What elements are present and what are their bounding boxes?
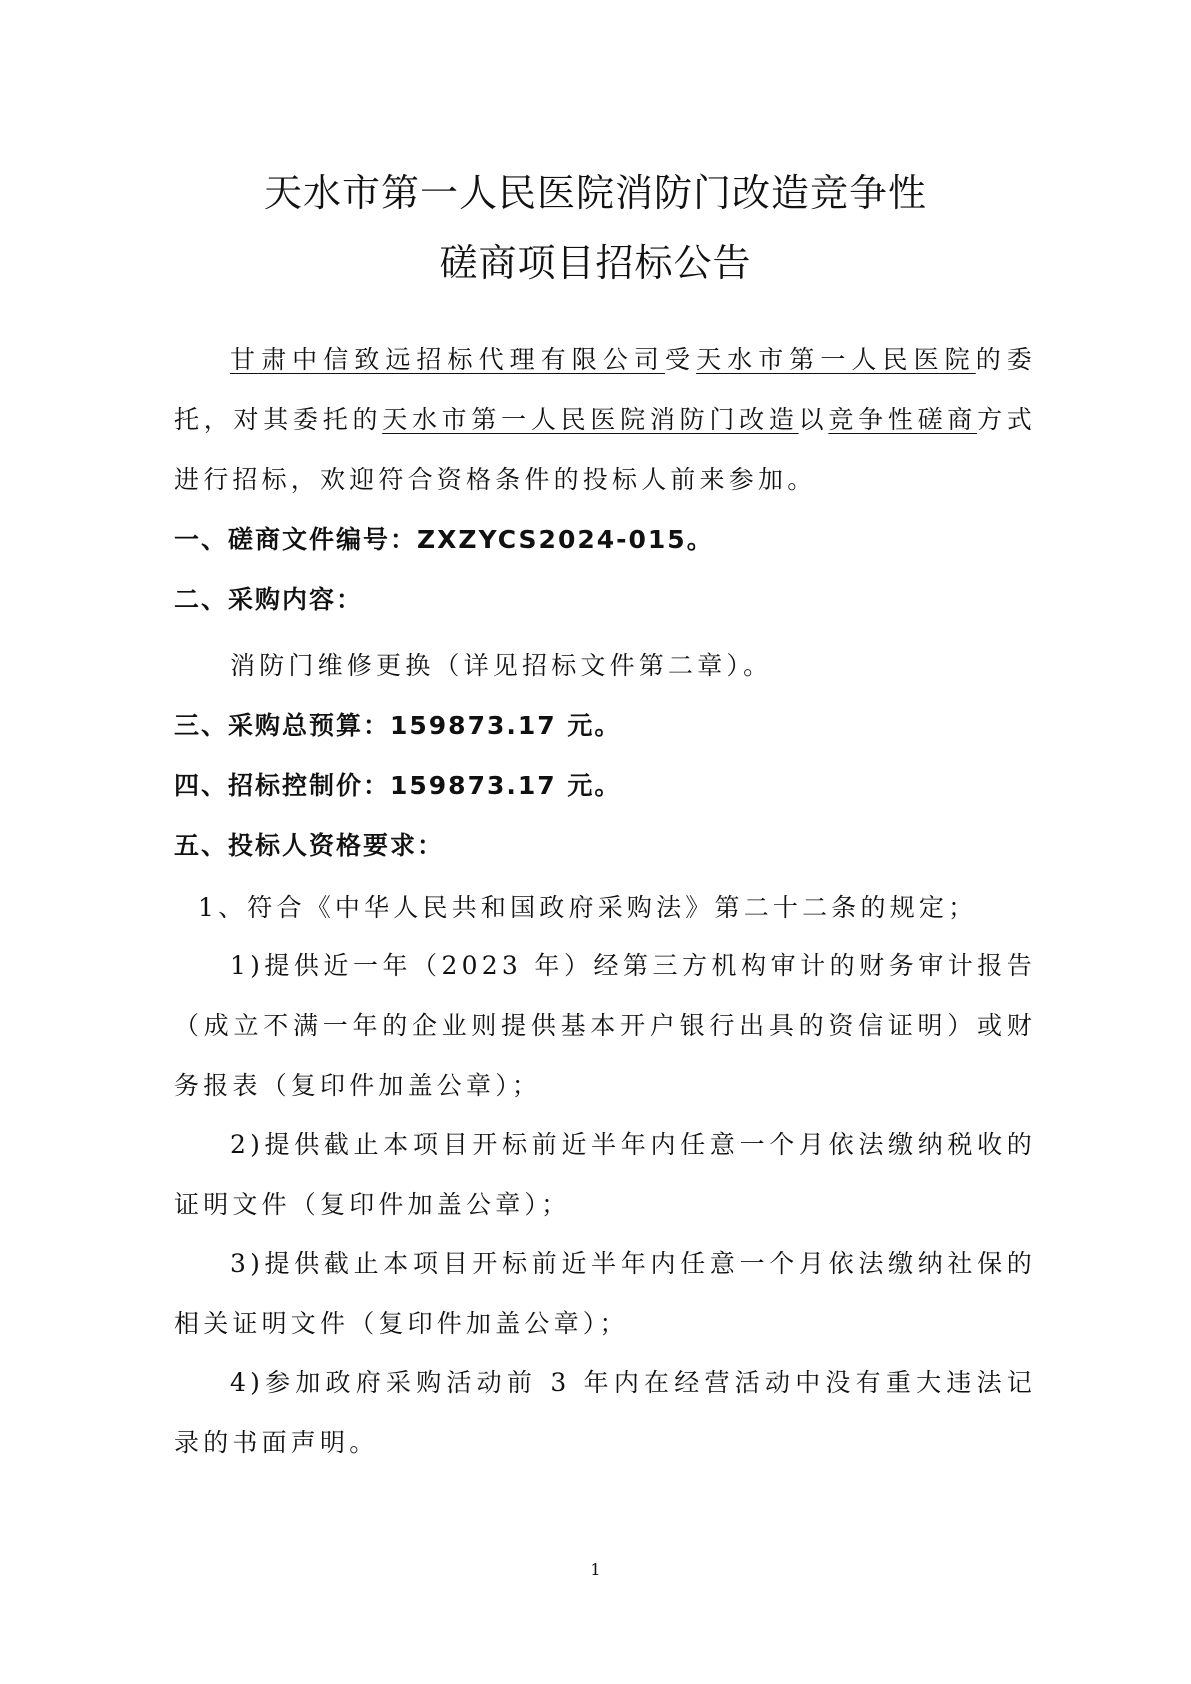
section-2-heading: 二、采购内容：: [174, 585, 364, 614]
intro-text-3: 以: [798, 405, 829, 434]
intro-paragraph: [174, 330, 1036, 510]
section-5-heading: 五、投标人资格要求：: [174, 831, 445, 860]
procurement-method: 竞争性磋商: [828, 405, 978, 434]
document-title-line-2: 磋商项目招标公告: [439, 241, 752, 285]
section-1-heading: 一、磋商文件编号：ZXZYCS2024-015。: [174, 525, 714, 554]
requirement-1-item-d: 4)参加政府采购活动前 3 年内在经营活动中没有重大违法记录的书面声明。: [174, 1368, 1036, 1457]
section-4-heading: 四、招标控制价：159873.17 元。: [174, 771, 622, 800]
requirement-1-item-b: 2)提供截止本项目开标前近半年内任意一个月依法缴纳税收的证明文件（复印件加盖公章）；: [174, 1130, 1036, 1219]
section-3-heading: 三、采购总预算：159873.17 元。: [174, 711, 622, 740]
project-name: 天水市第一人民医院消防门改造: [382, 405, 799, 434]
client-name: 天水市第一人民医院: [696, 345, 976, 374]
intro-text-4: 方式进行招标，欢迎符合资格条件的投标人前来参加。: [174, 405, 1037, 494]
intro-text-1: 受: [665, 345, 697, 374]
requirement-1-item-c: 3)提供截止本项目开标前近半年内任意一个月依法缴纳社保的相关证明文件（复印件加盖公章）；: [174, 1249, 1036, 1338]
section-2-body: 消防门维修更换（详见招标文件第二章）。: [230, 651, 773, 680]
requirement-1-item-a: 1)提供近一年（2023 年）经第三方机构审计的财务审计报告（成立不满一年的企业则提供基本开户银行出具的资信证明）或财务报表（复印件加盖公章）；: [174, 951, 1036, 1100]
page-number: 1: [590, 1560, 601, 1579]
agency-name: 甘肃中信致远招标代理有限公司: [230, 345, 665, 374]
document-title-line-1: 天水市第一人民医院消防门改造竞争性: [263, 171, 927, 215]
intro-text-2: 的委托，对其委托的: [174, 345, 1036, 434]
requirement-1: 1、符合《中华人民共和国政府采购法》第二十二条的规定；: [198, 893, 978, 922]
